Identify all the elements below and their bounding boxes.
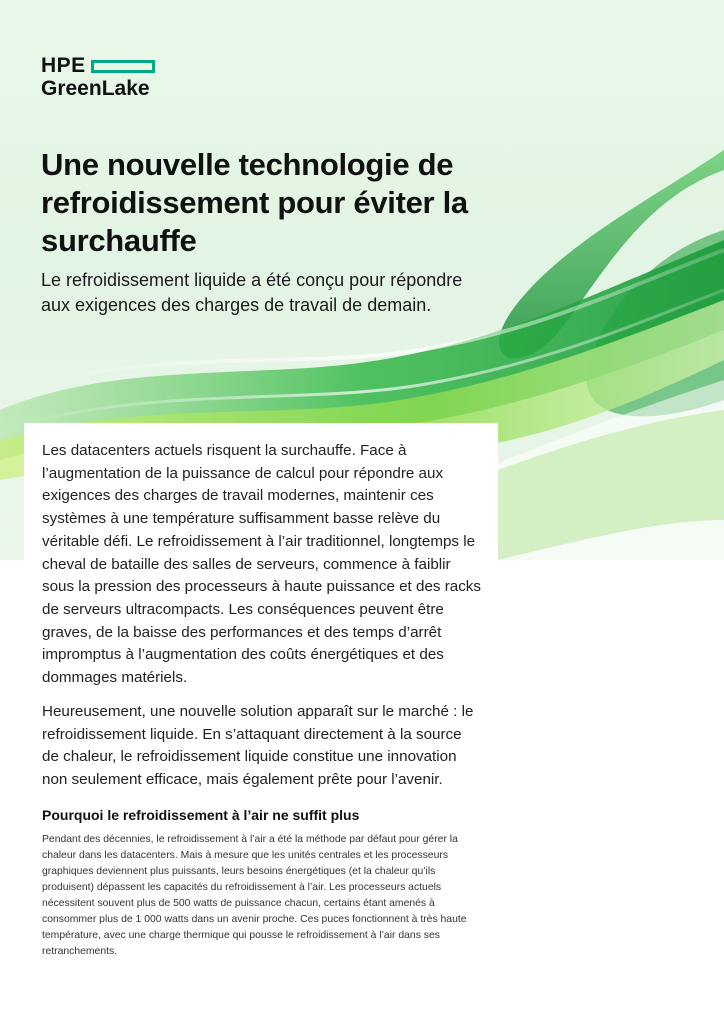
logo-hpe-text: HPE bbox=[41, 54, 86, 77]
section-heading: Pourquoi le refroidissement à l’air ne suffit plus bbox=[42, 807, 360, 823]
logo-green-bar bbox=[91, 60, 155, 73]
page-subtitle: Le refroidissement liquide a été conçu pour répondre aux exigences des charges de travail de demain. bbox=[41, 270, 463, 315]
page-title: Une nouvelle technologie de refroidissement pour éviter la surchauffe bbox=[41, 147, 468, 258]
hpe-greenlake-logo bbox=[41, 55, 155, 101]
logo-greenlake-text: GreenLake bbox=[41, 77, 150, 100]
intro-paragraph: Les datacenters actuels risquent la surchauffe. Face à l’augmentation de la puissance de calcul pour répondre aux exigences des charges de travail modernes, maintenir ces systèmes à une température suffisamment basse relève du véritable défi. Le refroidissement à l’air traditionnel, longtemps le cheval de bataille des salles de serveurs, commence à faiblir sous la pression des processeurs à haute puissance et des racks de serveurs ultracompacts. Les conséquences peuvent être graves, de la baisse des performances et des temps d’arrêt impromptus à l’augmentation des coûts énergétiques et des dommages matériels. bbox=[42, 442, 481, 687]
section-paragraph: Pendant des décennies, le refroidissement à l’air a été la méthode par défaut pour gérer la chaleur dans les datacenters. Mais à mesure que les unités centrales et les processeurs graphiques deviennent plus puissants, leurs besoins énergétiques (et la chaleur qu’ils produisent) dépassent les capacités du refroidissement à l’air. Les processeurs actuels nécessitent souvent plus de 500 watts de puissance chacun, certains étant amenés à consommer plus de 1 000 watts dans un avenir proche. Ces puces fonctionnent à très haute température, avec une charge thermique qui pousse le refroidissement à l’air dans ses retranchements. bbox=[42, 834, 467, 957]
second-paragraph: Heureusement, une nouvelle solution apparaît sur le marché : le refroidissement liquide. En s’attaquant directement à la source de chaleur, le refroidissement liquide constitue une innovation non seulement efficace, mais également prête pour l’avenir. bbox=[42, 703, 474, 789]
